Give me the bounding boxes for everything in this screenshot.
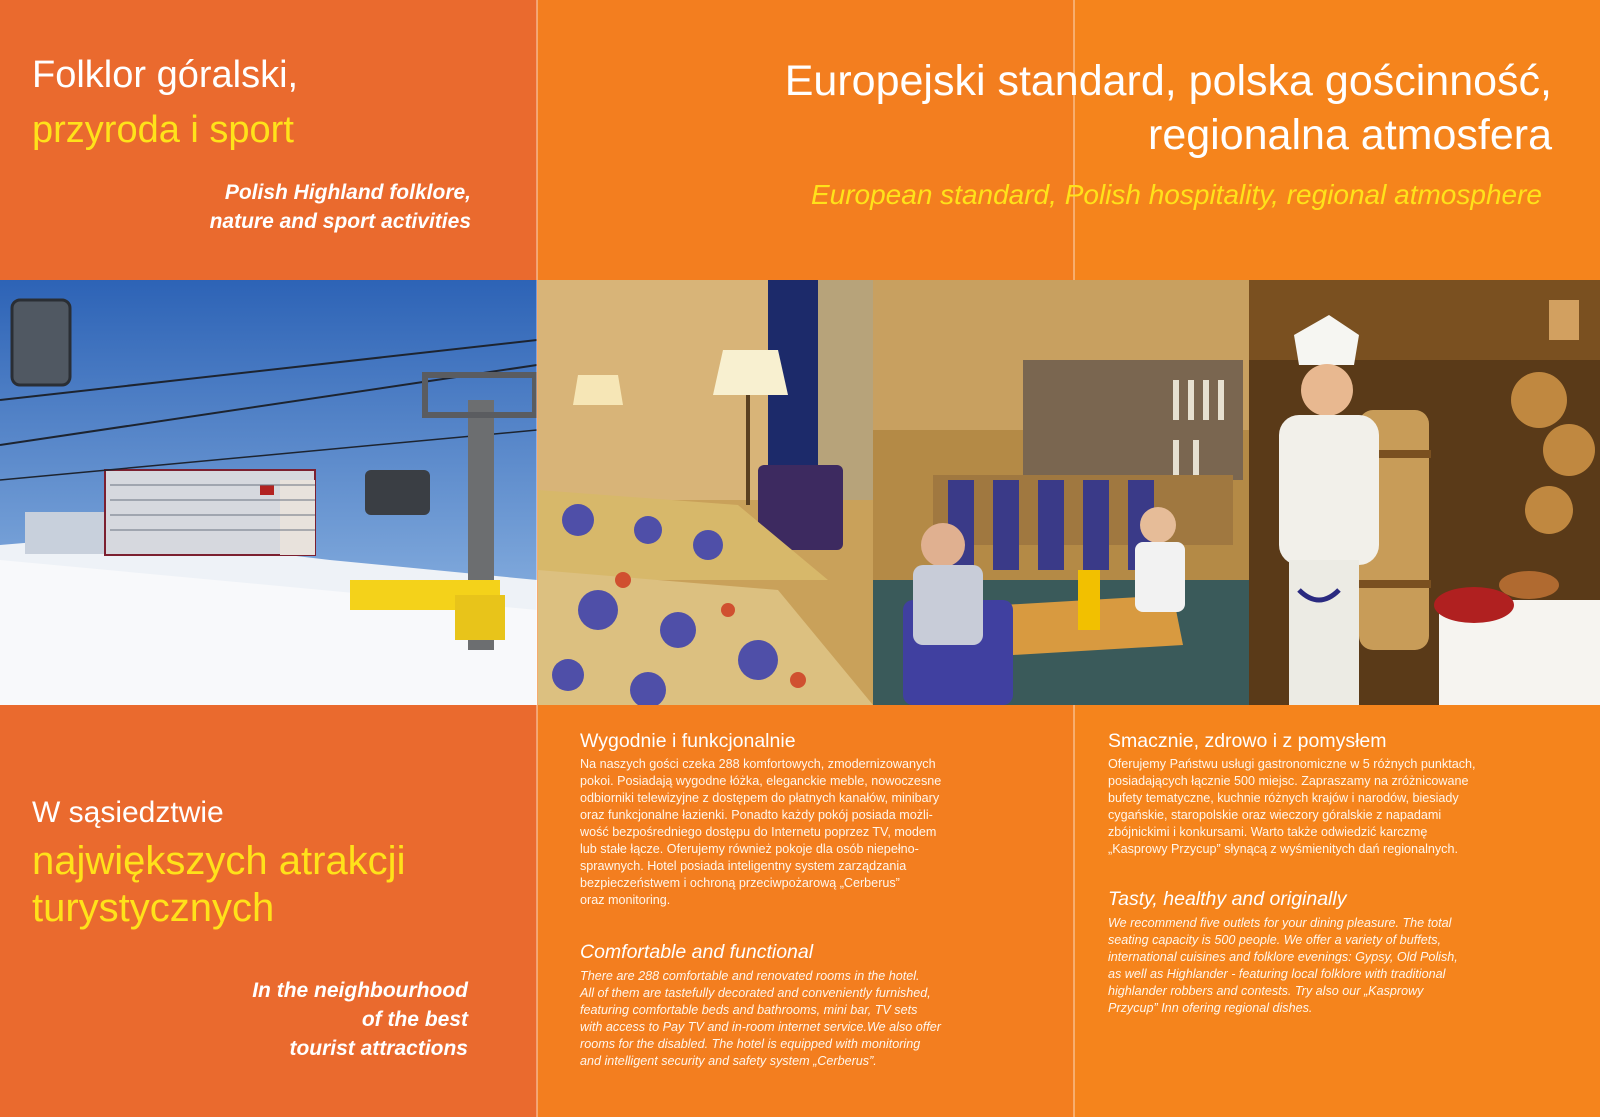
dining-body-pl-line: cygańskie, staropolskie oraz wieczory góralskie z napadami (1108, 808, 1442, 822)
dining-body-en-line: seating capacity is 500 people. We offer a variety of buffets, (1108, 933, 1441, 947)
dining-body-pl (1108, 756, 1476, 858)
main-subtitle: European standard, Polish hospitality, regional atmosphere (810, 179, 1542, 210)
dining-body-en-line: international cuisines and folklore evenings: Gypsy, Old Polish, (1108, 950, 1458, 964)
dining-body-pl-line: bufety tematyczne, kuchnie różnych krajów i narodów, biesiady (1108, 791, 1459, 805)
dining-heading-pl: Smacznie, zdrowo i z pomysłem (1108, 730, 1387, 752)
rooms-body-pl-line: bezpieczeństwem i ochroną przeciwpożarową „Cerberus” (580, 876, 900, 890)
dining-body-en-line: highlander robbers and contests. Try also our „Kasprowy (1108, 984, 1424, 998)
left-bottom-line2: największych atrakcji (32, 839, 406, 883)
dining-heading-en: Tasty, healthy and originally (1108, 888, 1347, 910)
rooms-body-pl-line: odbiorniki telewizyjne z dostępem do płatnych kanałów, minibary (580, 791, 940, 805)
dining-body-pl-line: „Kasprowy Przycup” słynącą z wyśmienitych dań regionalnych. (1108, 842, 1458, 856)
rooms-body-pl-line: pokoi. Posiadają wygodne łóżka, eleganckie meble, nowoczesne (580, 774, 942, 788)
dining-body-en-line: Przycup” Inn ofering regional dishes. (1108, 1001, 1313, 1015)
left-panel (0, 0, 537, 1117)
dining-body-en (1108, 915, 1458, 1017)
hotel-bar-photo (873, 280, 1249, 705)
left-bottom-en-line2: of the best (361, 1008, 468, 1031)
main-title (785, 54, 1552, 162)
rooms-body-pl-line: wość bezpośredniego dostępu do Internetu poprzez TV, modem (580, 825, 937, 839)
main-title-line1: Europejski standard, polska gościnność, (784, 57, 1552, 105)
left-title-line1: Folklor góralski, (32, 54, 299, 96)
left-bottom-line3: turystycznych (32, 886, 275, 930)
dining-body-pl-line: zbójnickimi i konkursami. Warto także odwiedzić karczmę (1108, 825, 1428, 839)
rooms-body-pl (580, 756, 941, 909)
rooms-body-pl-line: lub stałe łącze. Oferujemy również pokoje dla osób niepełno- (580, 842, 919, 856)
rooms-body-en-line: with access to Pay TV and in-room internet service.We also offer (580, 1020, 941, 1034)
ski-lift-photo (0, 280, 537, 705)
rooms-body-en-line: and intelligent security and safety system „Cerberus”. (580, 1054, 877, 1068)
highlander-chef-photo (1249, 280, 1600, 705)
rooms-body-en (580, 968, 941, 1070)
left-bottom-en-line1: In the neighbourhood (252, 979, 468, 1002)
main-title-line2: regionalna atmosfera (1148, 111, 1552, 159)
left-bottom-en (252, 976, 468, 1063)
rooms-body-en-line: rooms for the disabled. The hotel is equipped with monitoring (580, 1037, 921, 1051)
rooms-body-en-line: featuring comfortable beds and bathrooms, mini bar, TV sets (580, 1003, 918, 1017)
rooms-heading-pl: Wygodnie i funkcjonalnie (580, 730, 796, 752)
rooms-heading-en: Comfortable and functional (580, 941, 814, 963)
rooms-body-pl-line: oraz funkcjonalne łazienki. Ponadto każdy pokój posiada możli- (580, 808, 933, 822)
left-subtitle-line1: Polish Highland folklore, (224, 181, 471, 204)
dining-body-pl-line: Oferujemy Państwu usługi gastronomiczne w 5 różnych punktach, (1108, 757, 1476, 771)
dining-body-pl-line: posiadających łącznie 500 miejsc. Zapraszamy na zróżnicowane (1108, 774, 1469, 788)
left-bottom-en-line3: tourist attractions (289, 1037, 468, 1060)
left-subtitle (210, 178, 471, 236)
hotel-room-photo (538, 280, 873, 705)
left-bottom-line1: W sąsiedztwie (32, 796, 224, 829)
rooms-body-en-line: All of them are tastefully decorated and conveniently furnished, (580, 986, 931, 1000)
rooms-body-pl-line: sprawnych. Hotel posiada inteligentny system zarządzania (580, 859, 907, 873)
dining-body-en-line: We recommend five outlets for your dining pleasure. The total (1108, 916, 1452, 930)
dining-body-en-line: as well as Highlander - featuring local folklore with traditional (1108, 967, 1446, 981)
left-subtitle-line2: nature and sport activities (209, 210, 471, 233)
rooms-body-pl-line: Na naszych gości czeka 288 komfortowych, zmodernizowanych (580, 757, 936, 771)
rooms-body-en-line: There are 288 comfortable and renovated rooms in the hotel. (580, 969, 920, 983)
left-title-line2: przyroda i sport (32, 109, 294, 151)
rooms-body-pl-line: oraz monitoring. (580, 893, 671, 907)
